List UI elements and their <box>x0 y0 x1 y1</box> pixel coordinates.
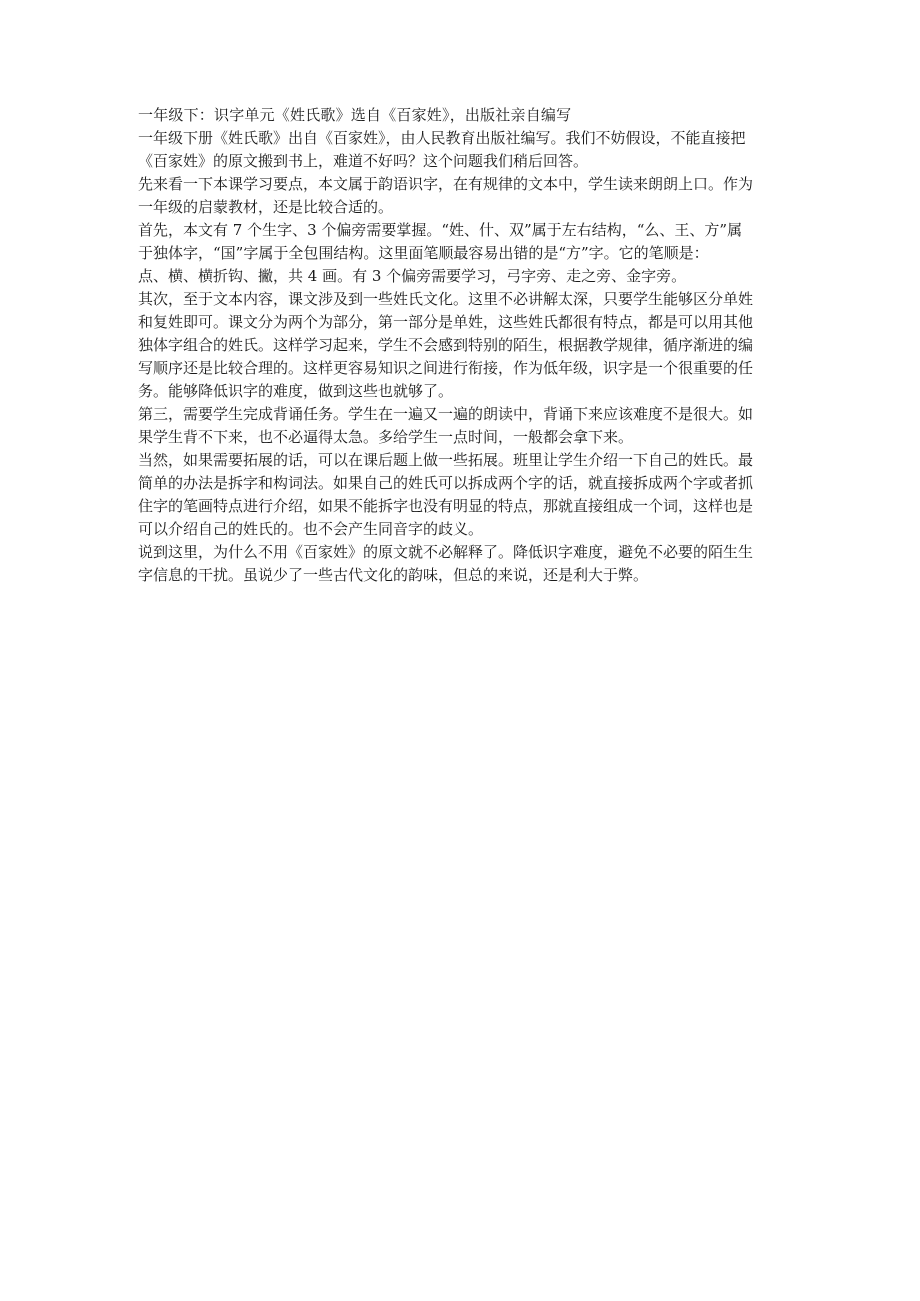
text-line-18: 可以介绍自己的姓氏的。也不会产生同音字的歧义。 <box>138 520 484 538</box>
text-line-1: 一年级下册《姓氏歌》出自《百家姓》，由人民教育出版社编写。我们不妨假设，不能直接把 <box>138 129 746 147</box>
text-line-5: 首先，本文有 7 个生字、3 个偏旁需要掌握。“姓、什、双”属于左右结构，“么、王、方”属 <box>138 221 743 239</box>
text-line-3: 先来看一下本课学习要点，本文属于韵语识字，在有规律的文本中，学生读来朗朗上口。作为 <box>138 175 754 193</box>
text-line-20: 字信息的干扰。虽说少了一些古代文化的韵味，但总的来说，还是利大于弊。 <box>138 566 649 584</box>
text-line-2: 《百家姓》的原文搬到书上，难道不好吗？这个问题我们稍后回答。 <box>138 152 589 170</box>
text-line-8: 其次，至于文本内容，课文涉及到一些姓氏文化。这里不必讲解太深，只要学生能够区分单姓 <box>138 290 754 308</box>
text-line-9: 和复姓即可。课文分为两个为部分，第一部分是单姓，这些姓氏都很有特点，都是可以用其他 <box>138 313 754 331</box>
text-line-6: 于独体字，“国”字属于全包围结构。这里面笔顺最容易出错的是“方”字。它的笔顺是： <box>138 244 709 262</box>
text-line-4: 一年级的启蒙教材，还是比较合适的。 <box>138 198 394 216</box>
text-line-12: 务。能够降低识字的难度，做到这些也就够了。 <box>138 382 454 400</box>
document-title: 一年级下：识字单元《姓氏歌》选自《百家姓》，出版社亲自编写 <box>138 106 572 124</box>
text-line-19: 说到这里，为什么不用《百家姓》的原文就不必解释了。降低识字难度，避免不必要的陌生生 <box>138 543 754 561</box>
text-line-11: 写顺序还是比较合理的。这样更容易知识之间进行衔接，作为低年级，识字是一个很重要的任 <box>138 359 754 377</box>
text-line-14: 果学生背不下来，也不必逼得太急。多给学生一点时间，一般都会拿下来。 <box>138 428 634 446</box>
text-line-15: 当然，如果需要拓展的话，可以在课后题上做一些拓展。班里让学生介绍一下自己的姓氏。最 <box>138 451 754 469</box>
text-line-13: 第三，需要学生完成背诵任务。学生在一遍又一遍的朗读中，背诵下来应该难度不是很大。如 <box>138 405 754 423</box>
text-line-7: 点、横、横折钩、撇，共 4 画。有 3 个偏旁需要学习，弓字旁、走之旁、金字旁。 <box>138 267 687 285</box>
text-line-10: 独体字组合的姓氏。这样学习起来，学生不会感到特别的陌生，根据教学规律，循序渐进的编 <box>138 336 754 354</box>
text-line-17: 住字的笔画特点进行介绍，如果不能拆字也没有明显的特点，那就直接组成一个词，这样也是 <box>138 497 754 515</box>
document-body <box>138 104 788 587</box>
text-line-16: 简单的办法是拆字和构词法。如果自己的姓氏可以拆成两个字的话，就直接拆成两个字或者抓 <box>138 474 754 492</box>
